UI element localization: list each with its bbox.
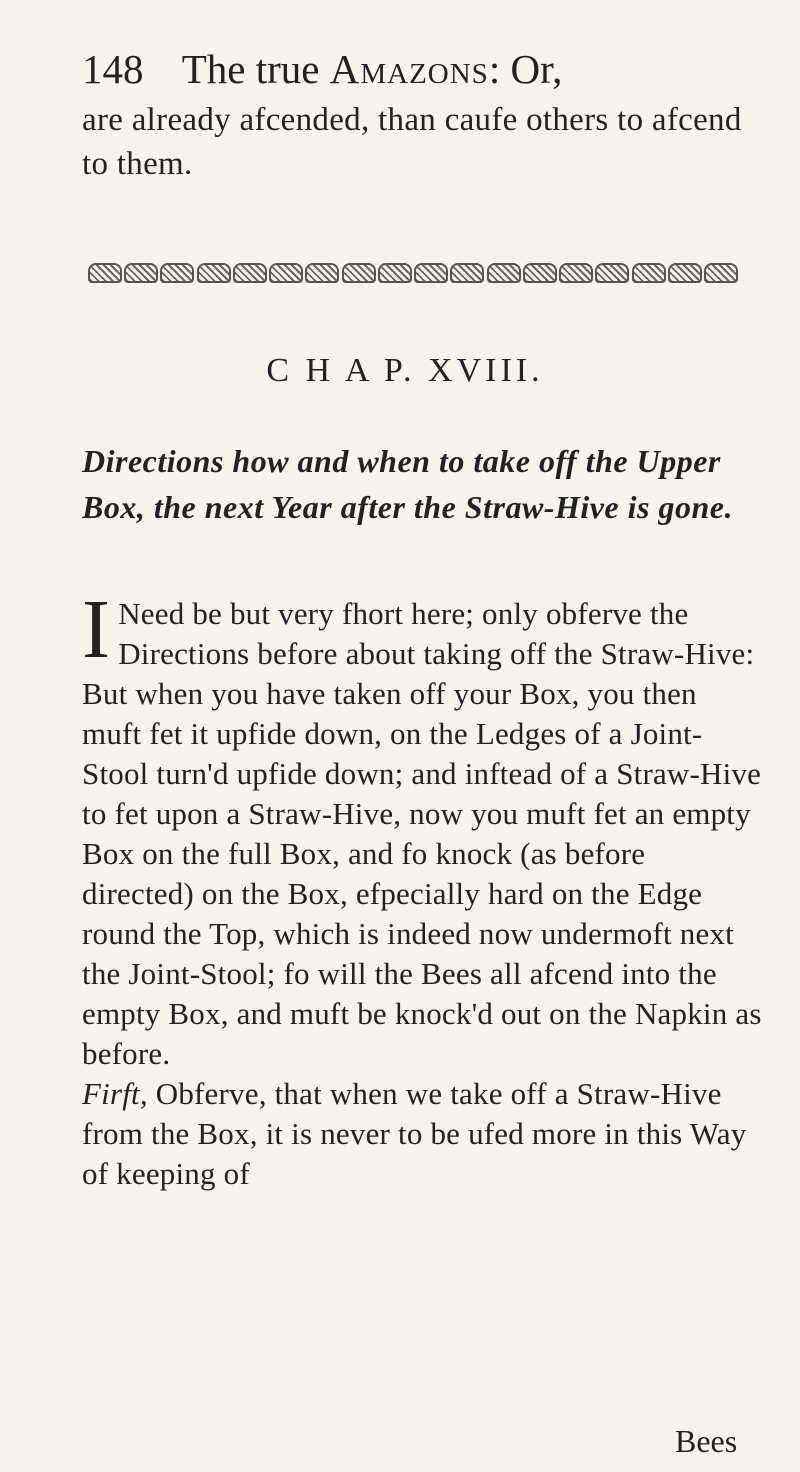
- ornament-icon: [378, 263, 412, 283]
- chapter-title: C H A P. XVIII.: [266, 352, 544, 389]
- main-body-text: [82, 583, 762, 1194]
- ornament-icon: [450, 263, 484, 283]
- ornament-icon: [269, 263, 303, 283]
- paragraph-1: [82, 583, 762, 1074]
- ornament-icon: [160, 263, 194, 283]
- ornament-icon: [305, 263, 339, 283]
- paragraph-1-text: obferve the Directions before about taking off the Straw-Hive: But when you have taken off your Box, you then muft fet it upfide down, on the Ledges of a Joint-Stool turn'd upfide down; and inftead of a Straw-Hive to fet upon a Straw-Hive, now you muft fet an empty Box on the full Box, and fo knock (as before directed) on the Box, efpecially hard on the Edge round the Top, which is indeed now undermoft next the Joint-Stool; fo will the Bees all afcend into the empty Box, and muft be knock'd out on the Napkin as before.: [82, 596, 762, 1071]
- paragraph-2: [82, 1074, 762, 1194]
- ornament-icon: [197, 263, 231, 283]
- catchword: Bees: [675, 1423, 738, 1459]
- ornament-icon: [523, 263, 557, 283]
- ornament-icon: [233, 263, 267, 283]
- paragraph-1-first-line: Need be but very fhort here; only: [118, 596, 538, 631]
- continued-text: are already afcended, than caufe others to afcend to them.: [82, 102, 742, 182]
- chapter-description: Directions how and when to take off the Upper Box, the next Year after the Straw-Hive is gone.: [82, 443, 733, 525]
- drop-cap: I: [82, 583, 111, 676]
- ornament-icon: [414, 263, 448, 283]
- running-title-prefix: The true: [181, 46, 330, 92]
- running-title-suffix: : Or,: [488, 46, 563, 92]
- ornament-icon: [559, 263, 593, 283]
- ornament-icon: [704, 263, 738, 283]
- running-title-smallcaps: Amazons: [329, 46, 489, 92]
- ornament-icon: [88, 263, 122, 283]
- ornament-icon: [342, 263, 376, 283]
- ornament-icon: [632, 263, 666, 283]
- paragraph-2-lead: Firft,: [82, 1076, 148, 1111]
- paragraph-2-text: Obferve, that when we take off a Straw-Hive from the Box, it is never to be ufed more in this Way of keeping of: [82, 1076, 747, 1191]
- running-title: [182, 44, 563, 94]
- page-number: 148: [82, 46, 144, 92]
- ornament-icon: [124, 263, 158, 283]
- ornament-icon: [487, 263, 521, 283]
- ornament-icon: [595, 263, 629, 283]
- page-header: [82, 44, 762, 94]
- decorative-ornament-row: [88, 260, 738, 286]
- ornament-icon: [668, 263, 702, 283]
